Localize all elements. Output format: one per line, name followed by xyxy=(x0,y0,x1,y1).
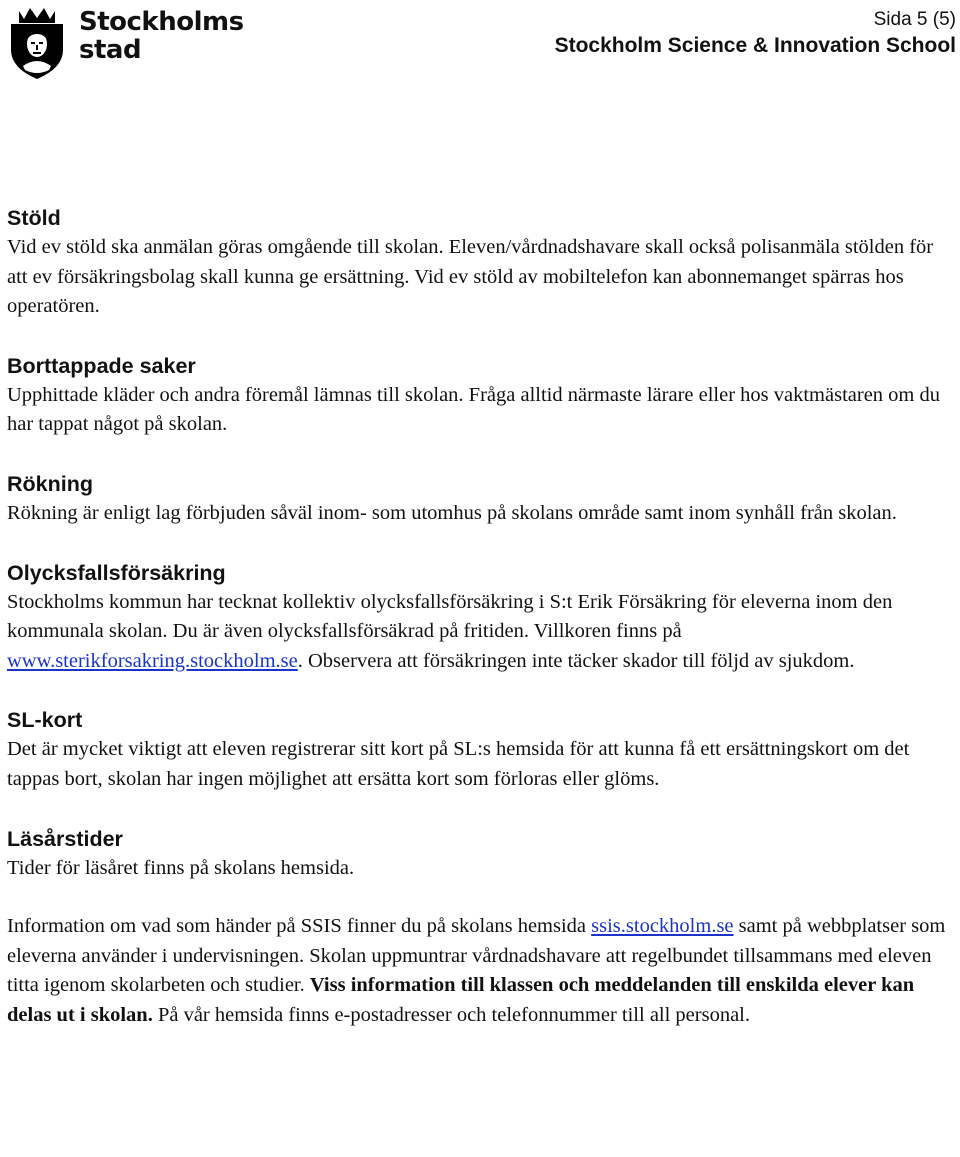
section-text: Upphittade kläder och andra föremål lämnas till skolan. Fråga alltid närmaste lärare eller hos vaktmästaren om du har tappat något på skolan. xyxy=(7,383,940,436)
page-number: Sida 5 (5) xyxy=(873,9,956,30)
info-text-part: samt på webbplatser som eleverna använder i undervisningen. Skolan uppmuntrar vårdnadshavare att regelbundet tillsammans med eleven titta igenom skolarbeten och studier. xyxy=(7,915,946,997)
section-stold xyxy=(7,203,952,322)
section-heading: SL-kort xyxy=(7,708,83,733)
section-borttappade-saker xyxy=(7,351,952,440)
document-body xyxy=(7,203,952,1031)
info-paragraph xyxy=(7,912,952,1030)
logo-line-2: stad xyxy=(79,35,142,65)
info-text-part: På vår hemsida finns e-postadresser och telefonnummer till all personal. xyxy=(152,1003,751,1026)
section-text xyxy=(7,588,952,677)
section-heading: Rökning xyxy=(7,471,93,496)
section-text: Tider för läsåret finns på skolans hemsida. xyxy=(7,856,355,879)
section-text: Rökning är enligt lag förbjuden såväl inom- som utomhus på skolans område samt inom synhåll från skolan. xyxy=(7,501,897,524)
section-text-part: . Observera att försäkringen inte täcker skador till följd av sjukdom. xyxy=(297,649,855,672)
section-heading: Stöld xyxy=(7,206,61,230)
section-text: Det är mycket viktigt att eleven registrerar sitt kort på SL:s hemsida för att kunna få ett ersättningskort om det tappas bort, skolan har ingen möjlighet att ersätta kort som förloras eller glöms. xyxy=(7,738,910,790)
logo-line-1: Stockholms xyxy=(79,7,244,37)
section-heading: Läsårstider xyxy=(7,826,123,851)
stockholms-stad-logo xyxy=(9,6,249,80)
section-heading: Borttappade saker xyxy=(7,353,196,378)
section-olycksfallsforsakring xyxy=(7,558,952,677)
info-bold-text: Viss information till klassen och meddelanden till enskilda elever kan delas ut i skolan. xyxy=(7,974,915,1026)
logo-wordmark xyxy=(79,9,244,63)
section-heading: Olycksfallsförsäkring xyxy=(7,560,226,585)
school-name: Stockholm Science & Innovation School xyxy=(554,34,956,57)
insurance-link[interactable]: www.sterikforsakring.stockholm.se xyxy=(7,649,298,672)
section-rokning xyxy=(7,469,952,529)
section-sl-kort xyxy=(7,705,952,794)
school-website-link[interactable]: ssis.stockholm.se xyxy=(591,915,734,938)
crowned-head-emblem-icon xyxy=(9,6,65,80)
section-lasarstider xyxy=(7,824,952,884)
section-text-part: Stockholms kommun har tecknat kollektiv olycksfallsförsäkring i S:t Erik Försäkring för eleverna inom den kommunala skolan. Du är även olycksfallsförsäkrad på fritiden. Villkoren finns på xyxy=(7,590,893,643)
info-text-part: Information om vad som händer på SSIS finner du på skolans hemsida xyxy=(7,915,592,938)
section-text: Vid ev stöld ska anmälan göras omgående till skolan. Eleven/vårdnadshavare skall också polisanmäla stölden för att ev försäkringsbolag skall kunna ge ersättning. Vid ev stöld av mobiltelefon kan abonnemanget spärras hos operatören. xyxy=(7,236,934,318)
